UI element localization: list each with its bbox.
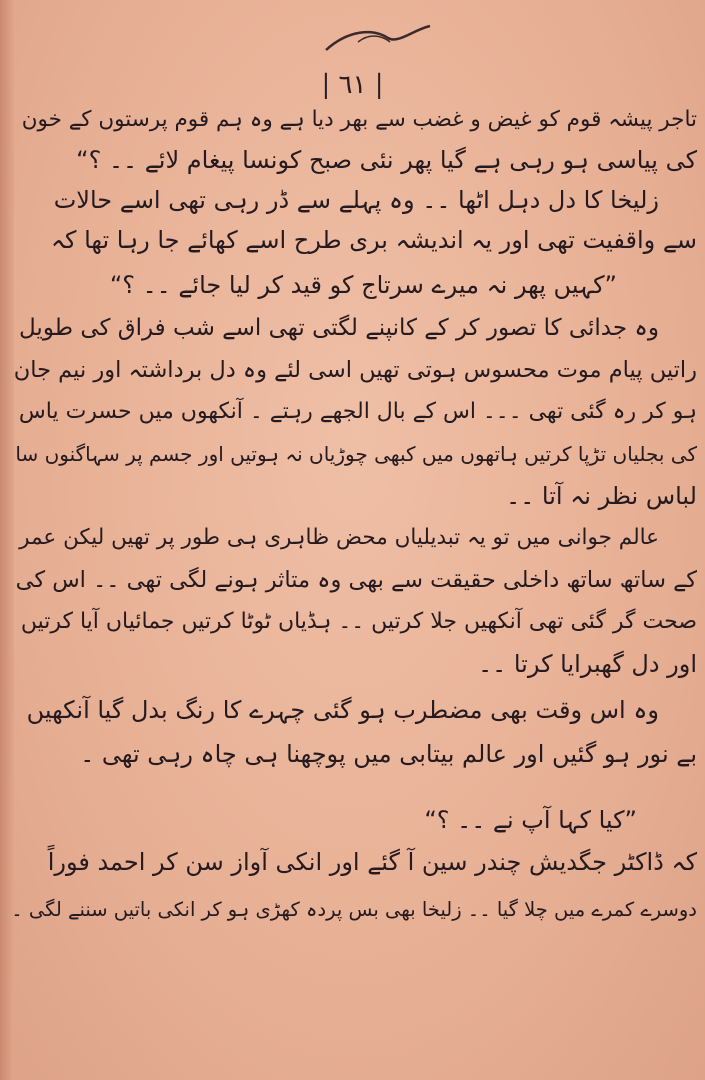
text-line-18: کہ ڈاکٹر جگدیش چندر سین آ گئے اور انکی آواز سن کر احمد فوراً: [47, 848, 697, 876]
text-line-9: کی بجلیاں تڑپا کرتیں ہاتھوں میں کبھی چوڑیاں نہ ہوتیں اور جسم پر سہاگنوں سا: [15, 442, 697, 466]
page-number: | ٦١ |: [321, 70, 384, 100]
text-line-4: سے واقفیت تھی اور یہ اندیشہ بری طرح اسے کھائے جا رہا تھا کہ: [50, 226, 697, 254]
text-line-7: راتیں پیام موت محسوس ہوتی تھیں اسی لئے وہ دل برداشتہ اور نیم جان: [13, 357, 697, 383]
text-line-16: بے نور ہو گئیں اور عالم بیتابی میں پوچھنا ہی چاہ رہی تھی ۔: [80, 740, 697, 768]
text-line-12: کے ساتھ ساتھ داخلی حقیقت سے بھی وہ متاثر ہونے لگی تھی ۔۔ اس کی: [15, 567, 697, 593]
text-line-8: ہو کر رہ گئی تھی ۔۔۔ اس کے بال الجھے رہتے ۔ آنکھوں میں حسرت یاس: [18, 399, 697, 424]
text-line-5: ”کہیں پھر نہ میرے سرتاج کو قید کر لیا جائے ۔۔ ؟“: [109, 271, 617, 299]
text-line-14: اور دل گھبرایا کرتا ۔۔: [478, 650, 697, 678]
text-line-10: لباس نظر نہ آتا ۔۔: [506, 482, 697, 510]
text-line-3: زلیخا کا دل دہل اٹھا ۔۔ وہ پہلے سے ڈر رہی تھی اسے حالات: [53, 186, 659, 214]
text-line-11: عالم جوانی میں تو یہ تبدیلیاں محض ظاہری ہی طور پر تھیں لیکن عمر: [19, 525, 659, 550]
text-line-13: صحت گر گئی تھی آنکھیں جلا کرتیں ۔۔ ہڈیاں ٹوٹا کرتیں جمائیاں آیا کرتیں: [20, 609, 697, 634]
text-line-2: کی پیاسی ہو رہی ہے گیا پھر نئی صبح کونسا پیغام لائے ۔۔ ؟“: [76, 146, 697, 174]
ornament-flourish: [318, 20, 438, 60]
text-line-1: تاجر پیشہ قوم کو غیض و غضب سے بھر دیا ہے وہ ہم قوم پرستوں کے خون: [21, 107, 697, 132]
text-line-15: وہ اس وقت بھی مضطرب ہو گئی چہرے کا رنگ بدل گیا آنکھیں: [26, 696, 659, 724]
text-line-19: دوسرے کمرے میں چلا گیا ۔۔ زلیخا بھی بس پردہ کھڑی ہو کر انکی باتیں سننے لگی ۔: [11, 898, 697, 921]
text-line-17: ”کیا کہا آپ نے ۔۔ ؟“: [424, 806, 637, 834]
text-line-6: وہ جدائی کا تصور کر کے کانپنے لگتی تھی اسے شب فراق کی طویل: [19, 315, 659, 341]
